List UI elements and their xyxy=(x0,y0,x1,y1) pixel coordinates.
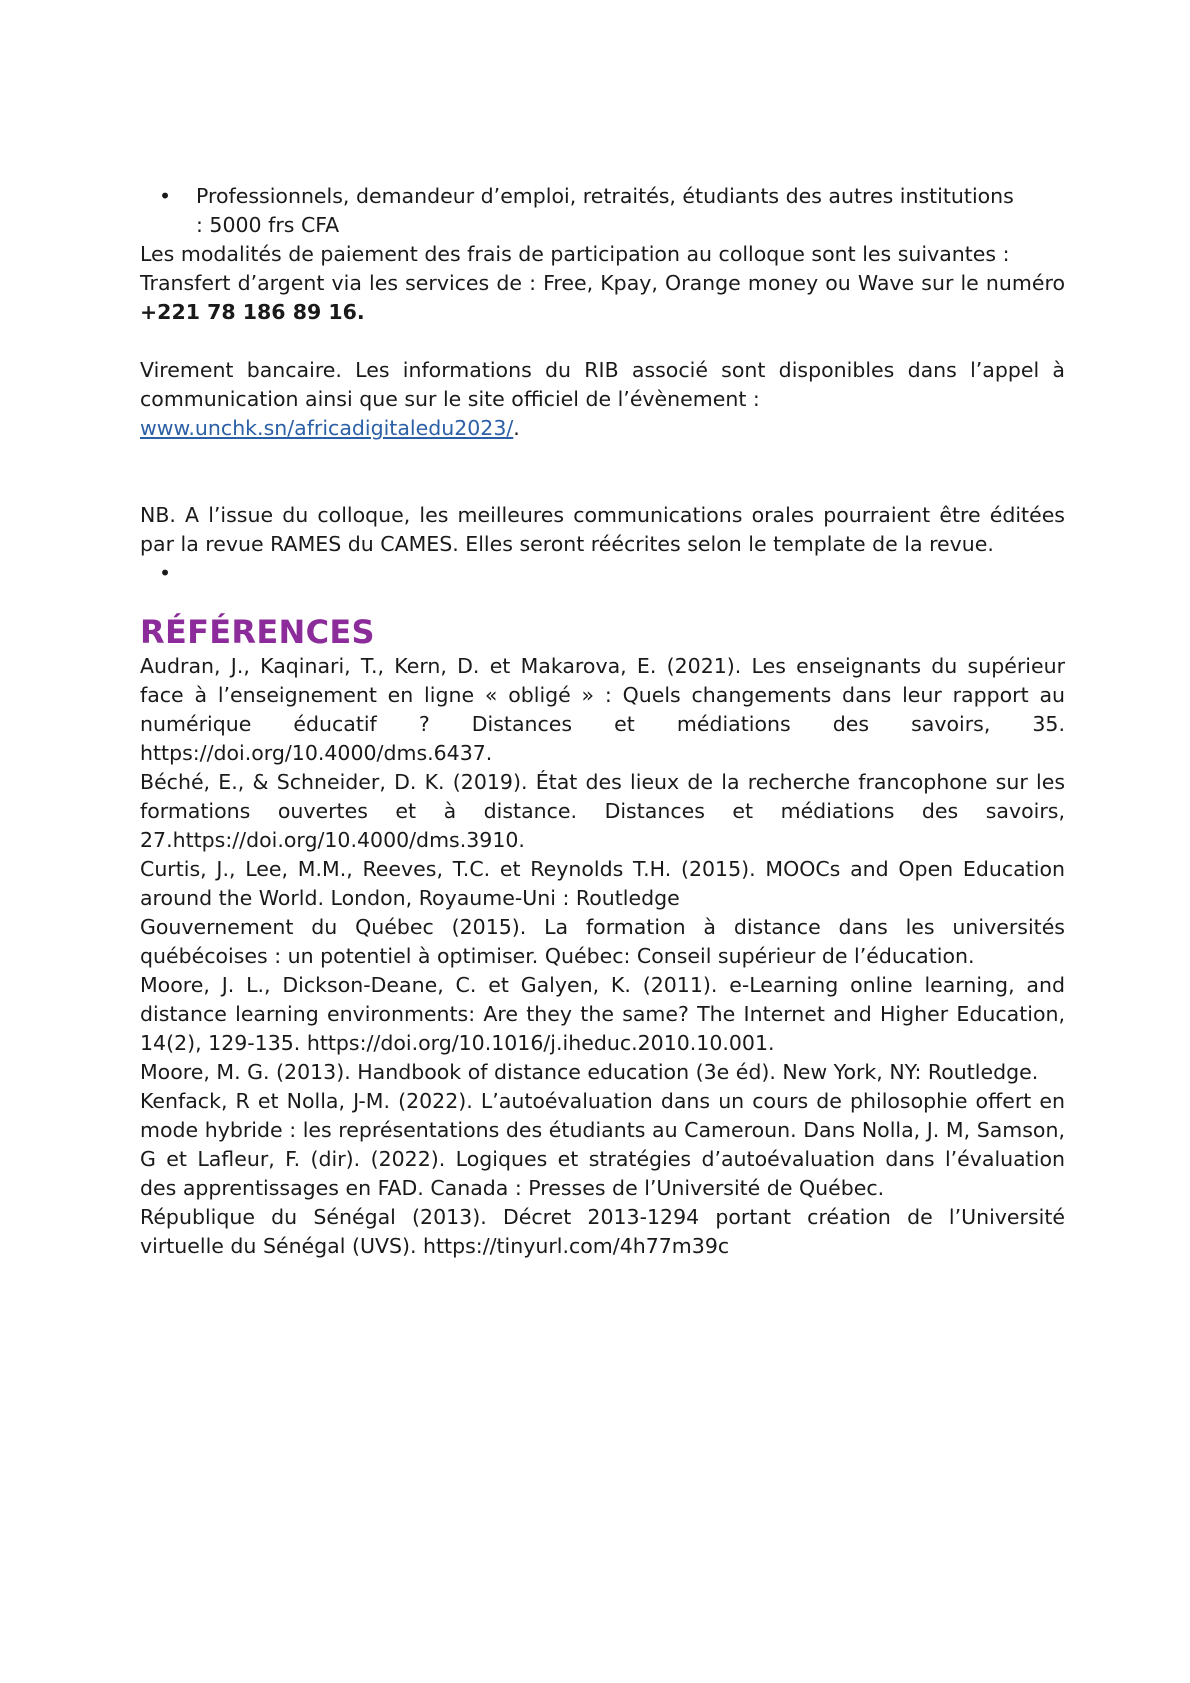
payment-intro: Les modalités de paiement des frais de participation au colloque sont les suivantes : xyxy=(140,242,1010,266)
reference-item: Gouvernement du Québec (2015). La formation à distance dans les universités québécoises : un potentiel à optimiser. Québec: Conseil supérieur de l’éducation. xyxy=(140,915,1065,968)
payment-bank-transfer xyxy=(140,356,1065,443)
reference-item: Kenfack, R et Nolla, J-M. (2022). L’autoévaluation dans un cours de philosophie offert en mode hybride : les représentations des étudiants au Cameroun. Dans Nolla, J. M, Samson, G et Lafleur, F. (dir). (2022). Logiques et stratégies d’autoévaluation dans l’évaluation des apprentissages en FAD. Canada : Presses de l’Université de Québec. xyxy=(140,1089,1065,1200)
bullet-icon: • xyxy=(159,561,172,585)
event-site-link-suffix: . xyxy=(513,416,520,440)
references-list xyxy=(140,652,1065,1261)
empty-bullet-item xyxy=(140,559,1065,588)
payment-phone-number: +221 78 186 89 16. xyxy=(140,300,365,324)
reference-item: Curtis, J., Lee, M.M., Reeves, T.C. et Reynolds T.H. (2015). MOOCs and Open Education around the World. London, Royaume-Uni : Routledge xyxy=(140,857,1065,910)
reference-item: Moore, M. G. (2013). Handbook of distance education (3e éd). New York, NY: Routledge. xyxy=(140,1060,1039,1084)
fee-bullet-item xyxy=(140,182,1065,240)
payment-bank-text: Virement bancaire. Les informations du RIB associé sont disponibles dans l’appel à communication ainsi que sur le site officiel de l’évènement : xyxy=(140,358,1065,411)
reference-item: Moore, J. L., Dickson-Deane, C. et Galyen, K. (2011). e-Learning online learning, and distance learning environments: Are they the same? The Internet and Higher Education, 14(2), 129-135. https://doi.org/10.1016/j.iheduc.2010.10.001. xyxy=(140,973,1065,1055)
references-heading: RÉFÉRENCES xyxy=(140,613,375,651)
payment-transfer-text: Transfert d’argent via les services de : Free, Kpay, Orange money ou Wave sur le numéro xyxy=(140,271,1065,295)
reference-item: Audran, J., Kaqinari, T., Kern, D. et Makarova, E. (2021). Les enseignants du supérieur face à l’enseignement en ligne « obligé » : Quels changements dans leur rapport au numérique éducatif ? Distances et médiations des savoirs, 35. https://doi.org/10.4000/dms.6437. xyxy=(140,654,1065,765)
bullet-icon: • xyxy=(159,184,172,208)
document-page xyxy=(140,182,1065,1261)
fee-line-1: Professionnels, demandeur d’emploi, retraités, étudiants des autres institutions xyxy=(196,184,1014,208)
payment-transfer xyxy=(140,269,1065,327)
reference-item: République du Sénégal (2013). Décret 2013-1294 portant création de l’Université virtuelle du Sénégal (UVS). https://tinyurl.com/4h77m39c xyxy=(140,1205,1065,1258)
fee-line-2: : 5000 frs CFA xyxy=(196,213,340,237)
nb-note: NB. A l’issue du colloque, les meilleures communications orales pourraient être éditées par la revue RAMES du CAMES. Elles seront réécrites selon le template de la revue. xyxy=(140,503,1065,556)
reference-item: Béché, E., & Schneider, D. K. (2019). État des lieux de la recherche francophone sur les formations ouvertes et à distance. Distances et médiations des savoirs, 27.https://doi.org/10.4000/dms.3910. xyxy=(140,770,1065,852)
event-site-link[interactable]: www.unchk.sn/africadigitaledu2023/ xyxy=(140,416,514,440)
